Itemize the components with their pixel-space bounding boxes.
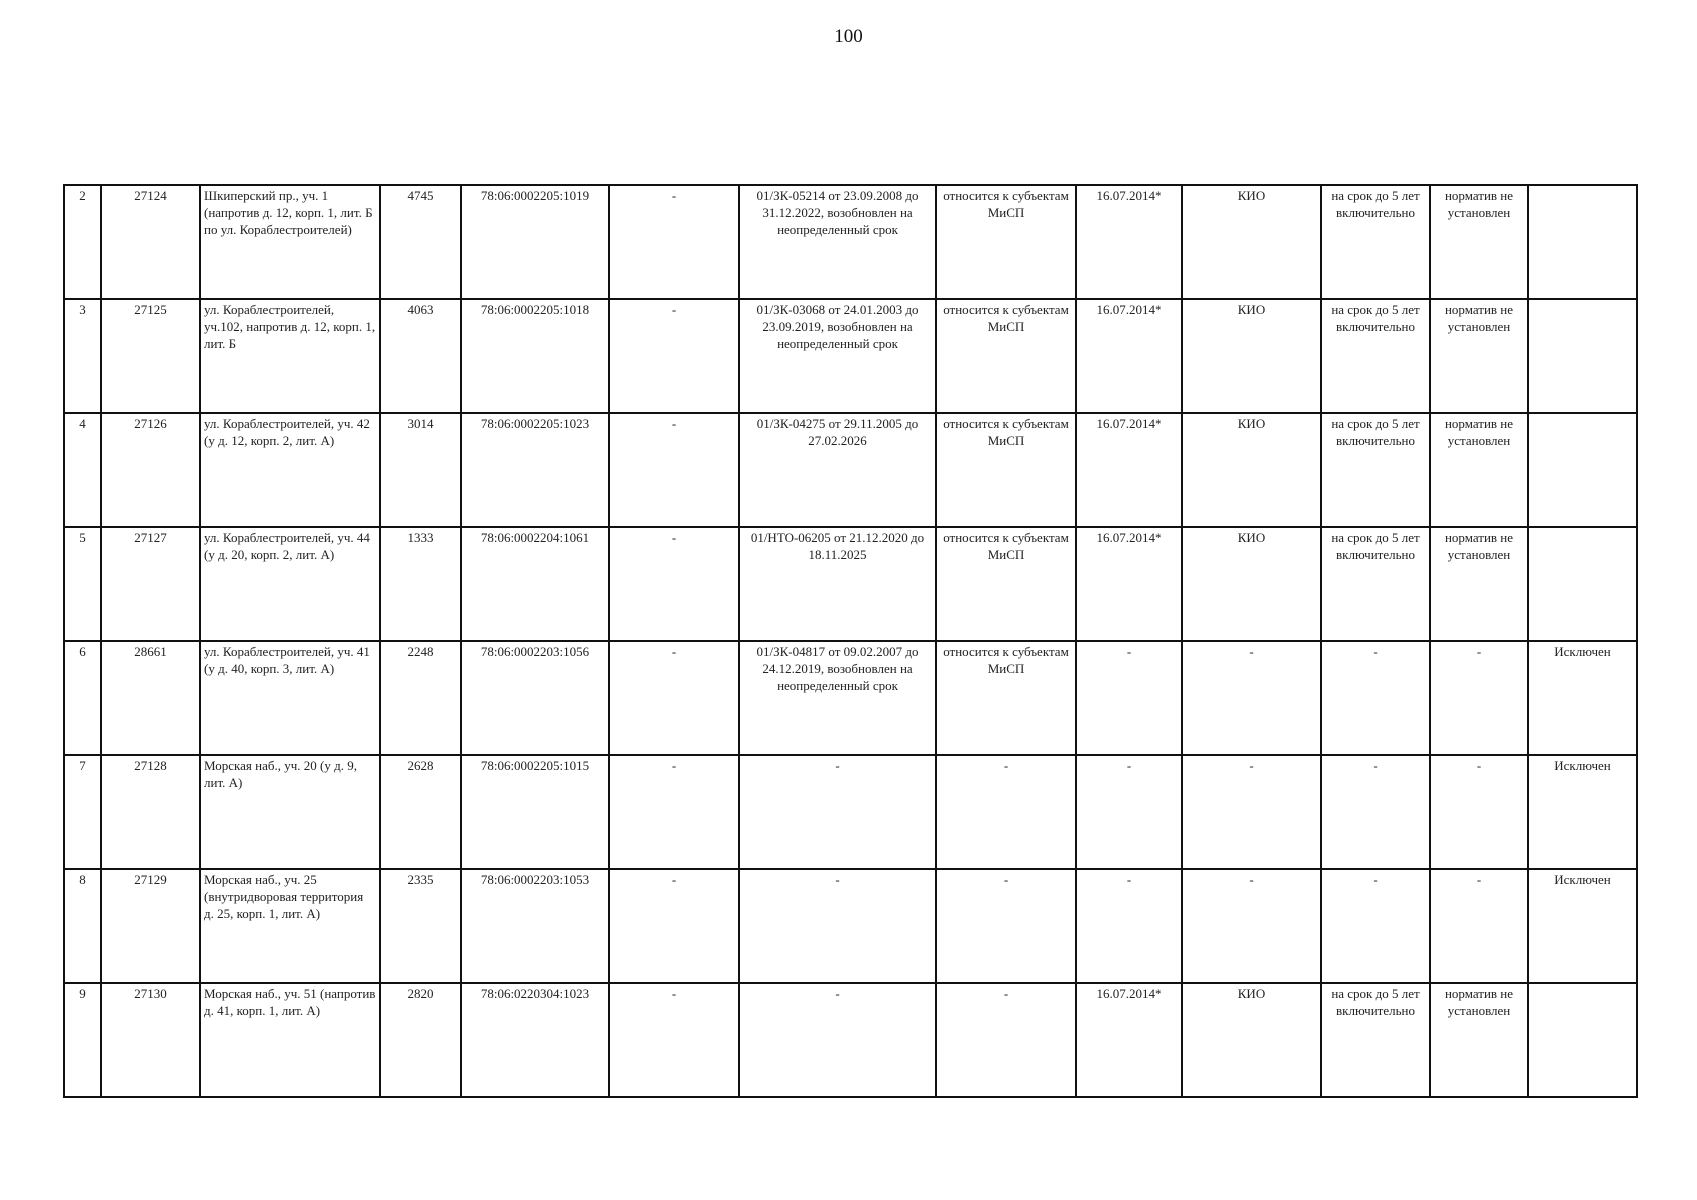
dash-cell: -: [609, 983, 739, 1097]
category-cell: относится к субъектам МиСП: [936, 413, 1076, 527]
norm-cell: норматив не установлен: [1430, 299, 1528, 413]
organization-cell: -: [1182, 641, 1321, 755]
cadastral-number-cell: 78:06:0220304:1023: [461, 983, 609, 1097]
organization-cell: КИО: [1182, 527, 1321, 641]
cadastral-number-cell: 78:06:0002203:1053: [461, 869, 609, 983]
note-cell: Исключен: [1528, 641, 1637, 755]
date-cell: 16.07.2014*: [1076, 299, 1182, 413]
norm-cell: -: [1430, 641, 1528, 755]
area-cell: 2248: [380, 641, 461, 755]
row-number-cell: 3: [64, 299, 101, 413]
term-cell: на срок до 5 лет включительно: [1321, 983, 1430, 1097]
date-cell: -: [1076, 869, 1182, 983]
object-id-cell: 27128: [101, 755, 200, 869]
norm-cell: норматив не установлен: [1430, 185, 1528, 299]
object-id-cell: 27125: [101, 299, 200, 413]
address-cell: ул. Кораблестроителей, уч.102, напротив д. 12, корп. 1, лит. Б: [200, 299, 380, 413]
cadastral-number-cell: 78:06:0002204:1061: [461, 527, 609, 641]
contract-cell: 01/ЗК-04275 от 29.11.2005 до 27.02.2026: [739, 413, 936, 527]
cadastral-number-cell: 78:06:0002205:1023: [461, 413, 609, 527]
object-id-cell: 27124: [101, 185, 200, 299]
organization-cell: КИО: [1182, 413, 1321, 527]
note-cell: [1528, 983, 1637, 1097]
table-row: [64, 185, 1637, 299]
note-cell: [1528, 299, 1637, 413]
row-number-cell: 5: [64, 527, 101, 641]
page-number: 100: [834, 26, 863, 47]
category-cell: относится к субъектам МиСП: [936, 185, 1076, 299]
table-row: [64, 413, 1637, 527]
category-cell: относится к субъектам МиСП: [936, 299, 1076, 413]
cadastral-number-cell: 78:06:0002205:1019: [461, 185, 609, 299]
contract-cell: 01/ЗК-04817 от 09.02.2007 до 24.12.2019, возобновлен на неопределенный срок: [739, 641, 936, 755]
row-number-cell: 8: [64, 869, 101, 983]
table-row: [64, 869, 1637, 983]
dash-cell: -: [609, 755, 739, 869]
category-cell: относится к субъектам МиСП: [936, 641, 1076, 755]
date-cell: -: [1076, 755, 1182, 869]
note-cell: [1528, 413, 1637, 527]
organization-cell: КИО: [1182, 185, 1321, 299]
organization-cell: -: [1182, 869, 1321, 983]
category-cell: -: [936, 983, 1076, 1097]
area-cell: 2335: [380, 869, 461, 983]
cadastral-number-cell: 78:06:0002205:1018: [461, 299, 609, 413]
contract-cell: -: [739, 869, 936, 983]
category-cell: -: [936, 869, 1076, 983]
term-cell: -: [1321, 869, 1430, 983]
area-cell: 4063: [380, 299, 461, 413]
contract-cell: -: [739, 755, 936, 869]
land-plots-table: [63, 184, 1638, 1098]
term-cell: на срок до 5 лет включительно: [1321, 527, 1430, 641]
dash-cell: -: [609, 869, 739, 983]
organization-cell: КИО: [1182, 299, 1321, 413]
norm-cell: норматив не установлен: [1430, 413, 1528, 527]
area-cell: 2820: [380, 983, 461, 1097]
term-cell: на срок до 5 лет включительно: [1321, 299, 1430, 413]
norm-cell: норматив не установлен: [1430, 527, 1528, 641]
date-cell: 16.07.2014*: [1076, 983, 1182, 1097]
norm-cell: норматив не установлен: [1430, 983, 1528, 1097]
category-cell: -: [936, 755, 1076, 869]
address-cell: ул. Кораблестроителей, уч. 44 (у д. 20, корп. 2, лит. А): [200, 527, 380, 641]
dash-cell: -: [609, 299, 739, 413]
term-cell: -: [1321, 755, 1430, 869]
term-cell: -: [1321, 641, 1430, 755]
contract-cell: -: [739, 983, 936, 1097]
row-number-cell: 4: [64, 413, 101, 527]
table-row: [64, 527, 1637, 641]
cadastral-number-cell: 78:06:0002203:1056: [461, 641, 609, 755]
table-row: [64, 755, 1637, 869]
term-cell: на срок до 5 лет включительно: [1321, 413, 1430, 527]
contract-cell: 01/ЗК-03068 от 24.01.2003 до 23.09.2019, возобновлен на неопределенный срок: [739, 299, 936, 413]
cadastral-number-cell: 78:06:0002205:1015: [461, 755, 609, 869]
date-cell: 16.07.2014*: [1076, 185, 1182, 299]
object-id-cell: 27126: [101, 413, 200, 527]
table-row: [64, 983, 1637, 1097]
note-cell: Исключен: [1528, 755, 1637, 869]
row-number-cell: 9: [64, 983, 101, 1097]
contract-cell: 01/ЗК-05214 от 23.09.2008 до 31.12.2022, возобновлен на неопределенный срок: [739, 185, 936, 299]
contract-cell: 01/НТО-06205 от 21.12.2020 до 18.11.2025: [739, 527, 936, 641]
date-cell: 16.07.2014*: [1076, 527, 1182, 641]
object-id-cell: 28661: [101, 641, 200, 755]
note-cell: [1528, 527, 1637, 641]
norm-cell: -: [1430, 869, 1528, 983]
norm-cell: -: [1430, 755, 1528, 869]
organization-cell: -: [1182, 755, 1321, 869]
dash-cell: -: [609, 185, 739, 299]
address-cell: ул. Кораблестроителей, уч. 41 (у д. 40, корп. 3, лит. А): [200, 641, 380, 755]
dash-cell: -: [609, 413, 739, 527]
term-cell: на срок до 5 лет включительно: [1321, 185, 1430, 299]
table-row: [64, 299, 1637, 413]
organization-cell: КИО: [1182, 983, 1321, 1097]
address-cell: ул. Кораблестроителей, уч. 42 (у д. 12, корп. 2, лит. А): [200, 413, 380, 527]
date-cell: -: [1076, 641, 1182, 755]
category-cell: относится к субъектам МиСП: [936, 527, 1076, 641]
address-cell: Морская наб., уч. 51 (напротив д. 41, корп. 1, лит. А): [200, 983, 380, 1097]
area-cell: 2628: [380, 755, 461, 869]
row-number-cell: 6: [64, 641, 101, 755]
table-row: [64, 641, 1637, 755]
dash-cell: -: [609, 641, 739, 755]
address-cell: Морская наб., уч. 25 (внутридворовая территория д. 25, корп. 1, лит. А): [200, 869, 380, 983]
note-cell: Исключен: [1528, 869, 1637, 983]
object-id-cell: 27130: [101, 983, 200, 1097]
area-cell: 3014: [380, 413, 461, 527]
dash-cell: -: [609, 527, 739, 641]
area-cell: 4745: [380, 185, 461, 299]
row-number-cell: 2: [64, 185, 101, 299]
address-cell: Морская наб., уч. 20 (у д. 9, лит. А): [200, 755, 380, 869]
object-id-cell: 27127: [101, 527, 200, 641]
note-cell: [1528, 185, 1637, 299]
date-cell: 16.07.2014*: [1076, 413, 1182, 527]
area-cell: 1333: [380, 527, 461, 641]
address-cell: Шкиперский пр., уч. 1 (напротив д. 12, корп. 1, лит. Б по ул. Кораблестроителей): [200, 185, 380, 299]
row-number-cell: 7: [64, 755, 101, 869]
object-id-cell: 27129: [101, 869, 200, 983]
